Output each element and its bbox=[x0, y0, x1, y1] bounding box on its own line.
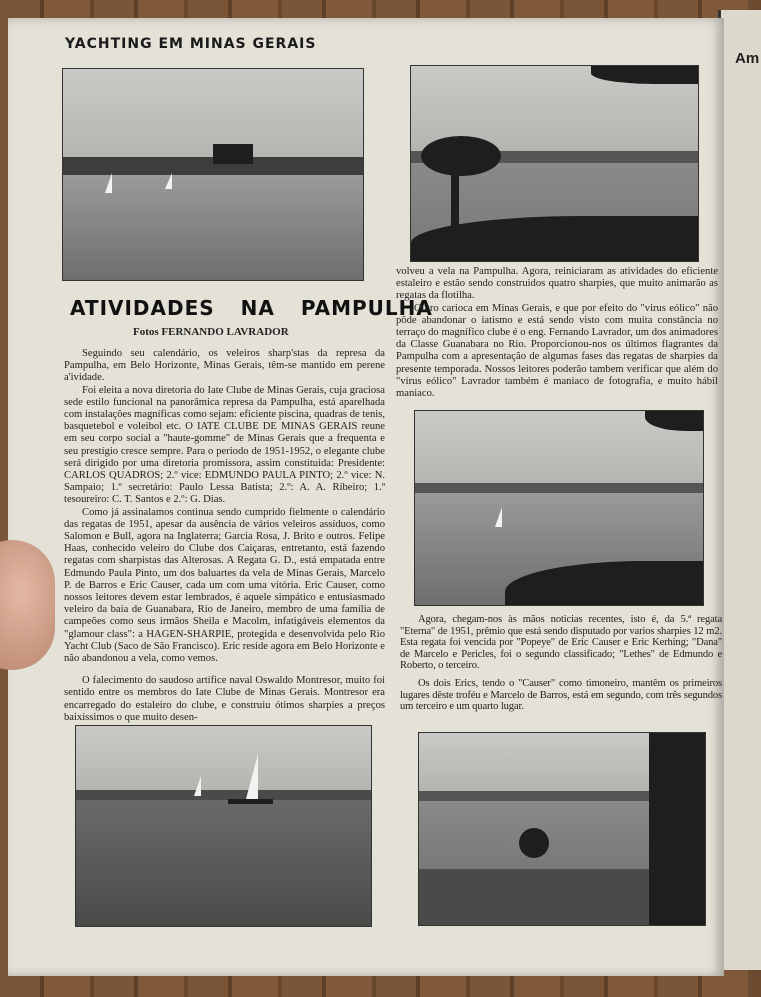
magazine-page bbox=[8, 18, 724, 976]
left-text-column bbox=[64, 348, 385, 724]
paragraph: Seguindo seu calendário, os veleiros sharp'stas da represa da Pampulha, em Belo Horizonte, Minas Gerais, têm-se mantido em perene a'ividade. bbox=[64, 348, 385, 384]
page-header: YACHTING EM MINAS GERAIS bbox=[65, 36, 317, 52]
paragraph: Agora, chegam-nos às mãos noticias recentes, isto é, da 5.ª regata "Eterna" de 1951, prêmio que está sendo disputado por varios sharpies 12 m2. Esta regata foi vencida por "Popeye" de Eric Causer e Eric Kerhing; "Dana" de Marcelo e Pericles, foi o segundo classificado; "Lethes" de Edmundo e Roberto, o terceiro. bbox=[400, 614, 722, 672]
paragraph: Outro carioca em Minas Gerais, e que por efeito do "virus eólico" não pôde abandonar o iatismo e está sendo visto com muita constância no terraço do magnífico clube é o eng. Fernando Lavrador, um dos animadores da Classe Guanabara no Rio. Proporcionou-nos os últimos flagrantes da Pampulha com a apresentação de algumas fases das regatas de sharpies da presente temporada. Nossos leitores poderão tambem verificar que além do "virus eólico" Lavrador também é maniaco de fotografia, e muito hábil maniaco. bbox=[396, 302, 718, 400]
right-text-column-bottom bbox=[400, 614, 722, 713]
article-title: ATIVIDADES NA PAMPULHA bbox=[70, 296, 433, 320]
right-text-column-top bbox=[396, 266, 718, 400]
photo-credit: Fotos FERNANDO LAVRADOR bbox=[133, 326, 289, 338]
paragraph: Como já assinalamos continua sendo cumprido fielmente o calendário das regatas de 1951, apesar da ausência de vários veleiros assíduos, como Salomon e Bull, agora na Inglaterra; Garcia Rosa, J. Brito e outros. Felipe Haas, conhecido veleiro do Clube dos Caiçaras, entretanto, está fazendo regatas com sharpistas das Alterosas. A Regata G. D., está empatada entre Edmundo Paula Pinto, um dos baluartes da vela de Minas Gerais, Marcelo P. de Barros e Eric Causer, cada um com uma vitória. Eric Causer, como nossos leitores devem estar lembrados, é aquele simpático e entusiasmado veleiro da baía de Guanabara, Rio de Janeiro, membro de uma família de campeões como seus irmãos Sheila e Macolm, infatigáveis elementos da "glamour class": a HAGEN-SHARPIE, protegida e desenvolvida pelo Rio Yacht Club (Saco de São Francisco). Eric reside agora em Belo Horizonte e não abandonou a vela, como vemos. bbox=[64, 506, 385, 665]
paragraph: volveu a vela na Pampulha. Agora, reiniciaram as atividades do eficiente estaleiro e estão sendo construidos quatro sharpies, que muito animarão as regatas da flotilha. bbox=[396, 266, 718, 302]
photo-terrace-view bbox=[410, 65, 699, 262]
photo-sailboats-racing bbox=[75, 725, 372, 927]
photo-regatta-lake bbox=[414, 410, 704, 606]
paragraph: Foi eleita a nova diretoria do Iate Clube de Minas Gerais, cuja graciosa sede estilo funcional na panorâmica represa da Pampulha, está aparelhada com instalações magníficas como sejam: eficiente piscina, quadras de tenis, basquetebol e voleibol etc. O IATE CLUBE DE MINAS GERAIS reune em seu corpo social a "haute-gomme" de Minas Gerais que a frequenta e seu prestígio cresce sempre. Para o periodo de 1951-1952, o elegante clube será dirigido por uma diretoria promissora, assim constituida: Presidente: CARLOS QUADROS; 2.º vice: EDMUNDO PAULA PINTO; 2.º vice: N. Sampaio; 1.º secretário: Paulo Lessa Batista; 2.º: A. A. Ribeiro; 1.º tesoureiro: C. T. Santos e 2.º: G. Dias. bbox=[64, 384, 385, 506]
thumb bbox=[0, 540, 55, 670]
adjacent-page-title-fragment: Am bbox=[735, 50, 760, 67]
paragraph: O falecimento do saudoso artífice naval Oswaldo Montresor, muito foi sentido entre os membros do Iate Clube de Minas Gerais. Montresor era encarregado do estaleiro do clube, e construiu ótimos sharpies a preços baixíssimos o que muito desen- bbox=[64, 675, 385, 723]
adjacent-page bbox=[718, 10, 761, 970]
photo-clubhouse-island bbox=[62, 68, 364, 281]
photo-garden-path bbox=[418, 732, 706, 926]
paragraph: Os dois Erics, tendo o "Causer" como timoneiro, mantêm os primeiros lugares dêste troféu e Marcelo de Barros, está em segundo, com três segundos um terceiro e um quarto lugar. bbox=[400, 677, 722, 713]
